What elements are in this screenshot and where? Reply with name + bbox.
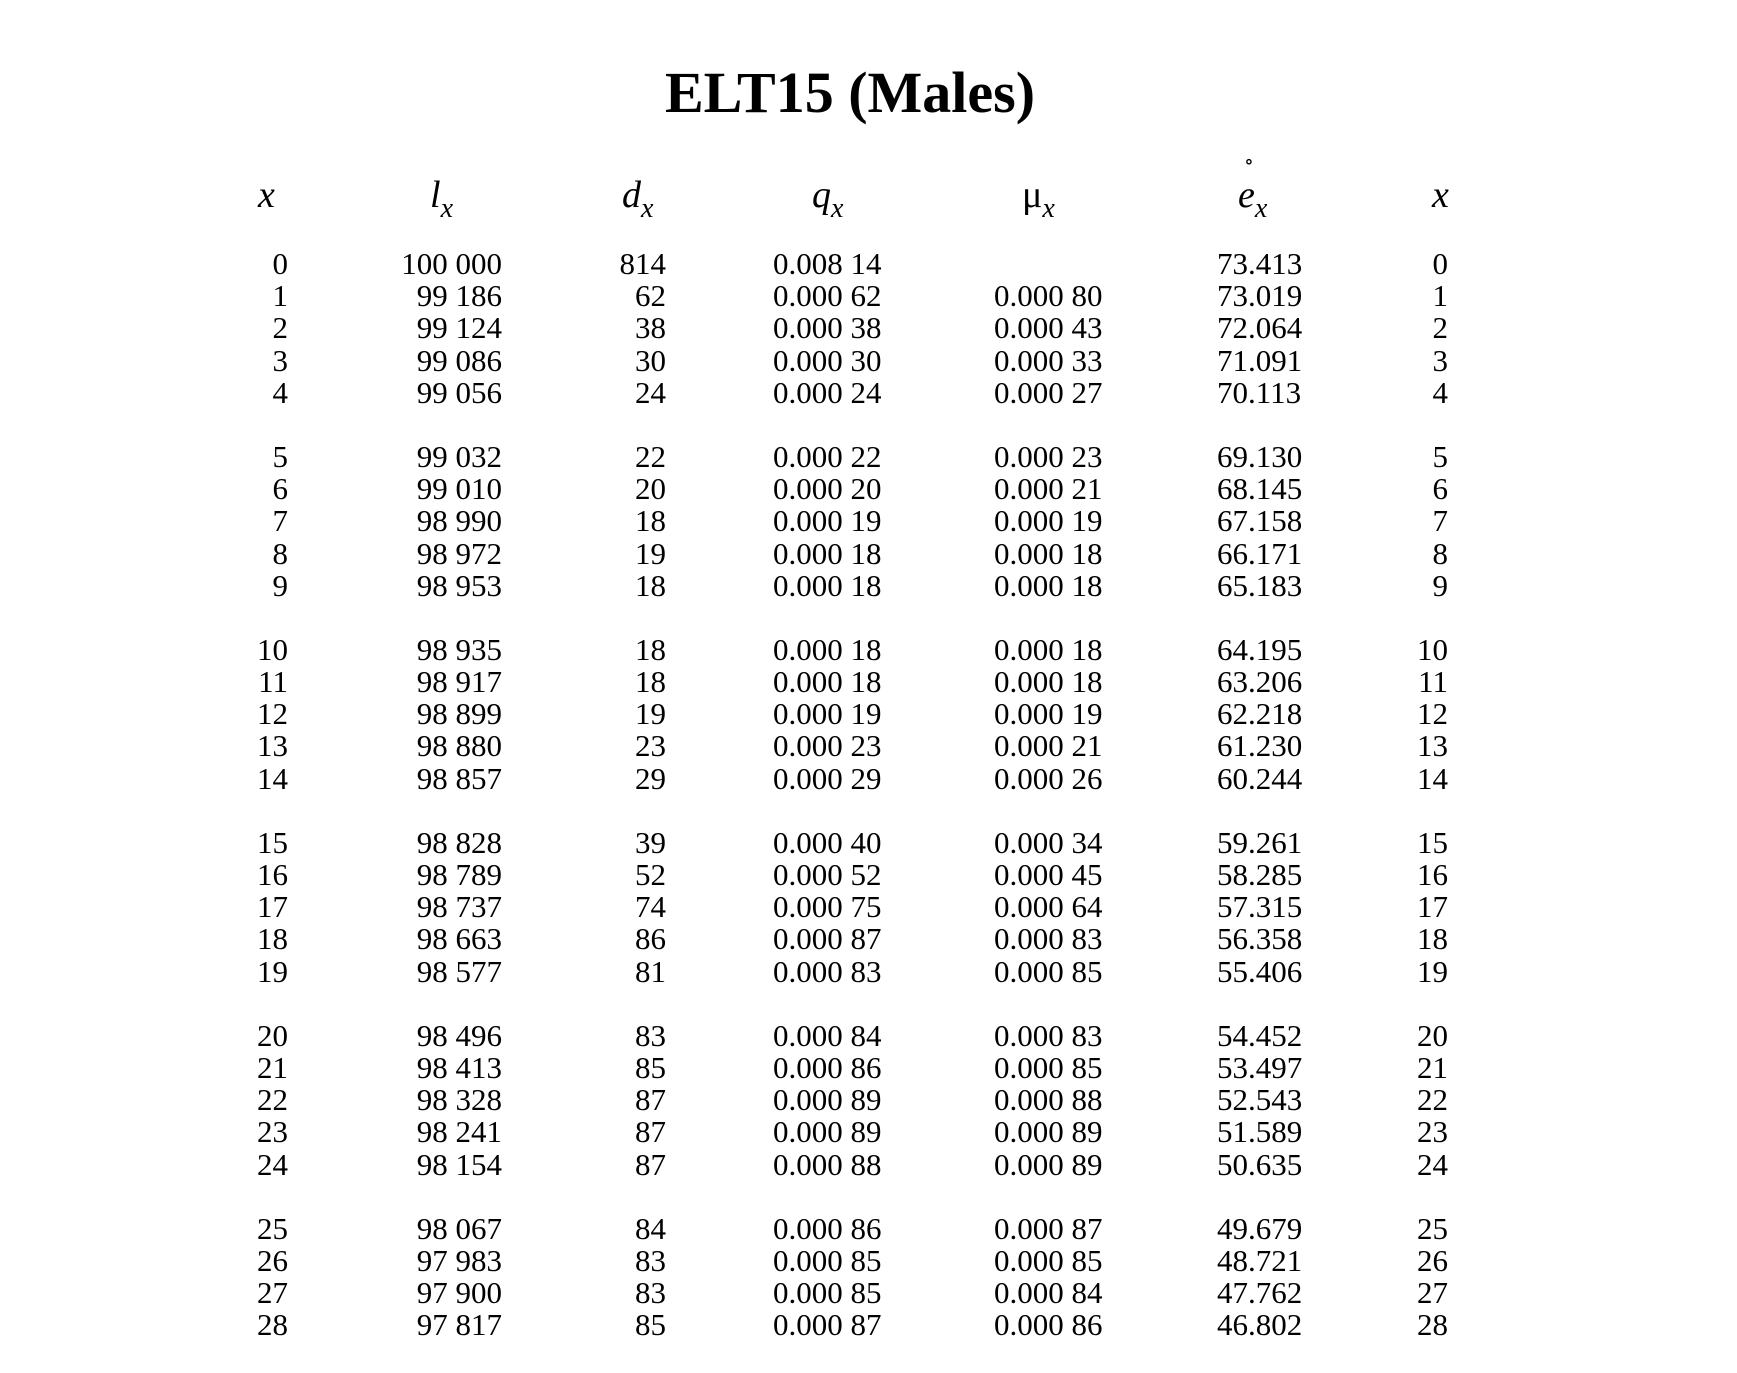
cell-ex: 62.218 [1217, 696, 1303, 732]
cell-qx: 0.000 62 [773, 278, 882, 314]
cell-lx: 99 124 [416, 310, 502, 346]
cell-x-left: 6 [272, 471, 288, 507]
cell-mux: 0.000 43 [994, 310, 1103, 346]
cell-x-left: 12 [257, 696, 288, 732]
cell-mux: 0.000 19 [994, 503, 1103, 539]
cell-ex: 55.406 [1217, 953, 1303, 989]
cell-mux: 0.000 80 [994, 278, 1103, 314]
cell-x-left: 9 [272, 567, 288, 603]
row-group [0, 1017, 1737, 1182]
cell-x-right: 20 [1417, 1017, 1448, 1053]
cell-lx: 98 789 [416, 857, 502, 892]
cell-ex: 65.183 [1217, 567, 1303, 603]
table-row [0, 312, 1737, 344]
cell-dx: 81 [635, 953, 666, 989]
cell-mux: 0.000 21 [994, 728, 1103, 764]
cell-dx: 19 [635, 535, 666, 571]
cell-x-left: 13 [257, 728, 288, 764]
cell-mux: 0.000 89 [994, 1146, 1103, 1182]
cell-qx: 0.000 18 [773, 664, 882, 700]
cell-x-left: 16 [257, 857, 288, 892]
cell-qx: 0.000 18 [773, 535, 882, 571]
table-row [0, 374, 1737, 410]
ring-accent-icon: ∘ [1244, 151, 1254, 173]
cell-mux: 0.000 89 [994, 1114, 1103, 1150]
cell-x-right: 2 [1432, 310, 1448, 346]
table-header [0, 151, 1737, 230]
cell-x-right: 16 [1417, 857, 1448, 892]
table-row [0, 824, 1737, 860]
cell-x-left: 2 [272, 310, 288, 346]
cell-x-right: 0 [1432, 246, 1448, 281]
cell-lx: 99 056 [416, 374, 502, 410]
cell-x-left: 26 [257, 1242, 288, 1278]
cell-x-left: 18 [257, 921, 288, 957]
cell-ex: 67.158 [1217, 503, 1303, 539]
cell-x-left: 15 [257, 824, 288, 860]
cell-ex: 66.171 [1217, 535, 1303, 571]
cell-dx: 23 [635, 728, 666, 764]
cell-lx: 98 067 [416, 1210, 502, 1246]
cell-qx: 0.000 38 [773, 310, 882, 346]
cell-dx: 18 [635, 503, 666, 539]
table-row [0, 342, 1737, 378]
table-row [0, 1084, 1737, 1116]
cell-mux: 0.000 34 [994, 824, 1103, 860]
cell-mux: 0.000 18 [994, 631, 1103, 667]
cell-lx: 98 953 [416, 567, 502, 603]
cell-qx: 0.000 87 [773, 921, 882, 957]
cell-x-right: 12 [1417, 696, 1448, 732]
cell-mux: 0.000 27 [994, 374, 1103, 410]
cell-dx: 52 [635, 857, 666, 892]
cell-x-right: 22 [1417, 1082, 1448, 1118]
table-row [0, 698, 1737, 730]
cell-qx: 0.000 75 [773, 889, 882, 925]
header-dx: $d_x$ [622, 174, 654, 224]
cell-ex: 57.315 [1217, 889, 1303, 925]
cell-lx: 98 972 [416, 535, 502, 571]
cell-qx: 0.000 86 [773, 1210, 882, 1246]
cell-lx: 99 032 [416, 438, 502, 474]
cell-x-left: 14 [257, 760, 288, 796]
cell-mux: 0.000 64 [994, 889, 1103, 925]
cell-mux: 0.000 83 [994, 921, 1103, 957]
cell-lx: 100 000 [401, 246, 502, 281]
table-row [0, 1309, 1737, 1341]
cell-lx: 98 663 [416, 921, 502, 957]
cell-x-right: 8 [1432, 535, 1448, 571]
cell-ex: 70.113 [1217, 374, 1302, 410]
cell-mux: 0.000 87 [994, 1210, 1103, 1246]
table-row [0, 505, 1737, 537]
cell-qx: 0.000 85 [773, 1242, 882, 1278]
cell-x-right: 15 [1417, 824, 1448, 860]
cell-dx: 814 [619, 246, 666, 281]
cell-ex: 64.195 [1217, 631, 1303, 667]
cell-lx: 98 328 [416, 1082, 502, 1118]
cell-x-right: 3 [1432, 342, 1448, 378]
cell-dx: 19 [635, 696, 666, 732]
cell-dx: 30 [635, 342, 666, 378]
page-title: ELT15 (Males) [664, 60, 1036, 125]
cell-x-left: 28 [257, 1307, 288, 1343]
cell-mux: 0.000 85 [994, 1242, 1103, 1278]
cell-x-left: 17 [257, 889, 288, 925]
header-mux: $\mu_x$ [1022, 174, 1055, 224]
cell-dx: 85 [635, 1307, 666, 1343]
cell-ex: 72.064 [1217, 310, 1303, 346]
cell-qx: 0.000 18 [773, 631, 882, 667]
cell-qx: 0.000 20 [773, 471, 882, 507]
cell-x-left: 21 [257, 1049, 288, 1085]
cell-lx: 99 010 [416, 471, 502, 507]
table-row [0, 438, 1737, 474]
cell-x-right: 13 [1417, 728, 1448, 764]
cell-x-left: 20 [257, 1017, 288, 1053]
table-row [0, 535, 1737, 571]
cell-dx: 87 [635, 1082, 666, 1118]
cell-x-right: 18 [1417, 921, 1448, 957]
table-row [0, 280, 1737, 312]
cell-x-right: 17 [1417, 889, 1448, 925]
cell-x-left: 7 [272, 503, 288, 539]
cell-lx: 98 154 [416, 1146, 502, 1182]
cell-lx: 98 413 [416, 1049, 502, 1085]
table-row [0, 891, 1737, 923]
cell-x-left: 19 [257, 953, 288, 989]
table-row [0, 1277, 1737, 1309]
cell-x-left: 11 [258, 664, 288, 700]
cell-ex: 58.285 [1217, 857, 1303, 892]
cell-x-right: 19 [1417, 953, 1448, 989]
cell-mux: 0.000 18 [994, 664, 1103, 700]
cell-dx: 18 [635, 631, 666, 667]
cell-x-left: 1 [272, 278, 288, 314]
cell-qx: 0.000 22 [773, 438, 882, 474]
row-group [0, 824, 1737, 989]
cell-mux: 0.000 86 [994, 1307, 1103, 1343]
cell-x-left: 8 [272, 535, 288, 571]
cell-qx: 0.000 29 [773, 760, 882, 796]
cell-x-right: 7 [1432, 503, 1448, 539]
cell-x-left: 4 [272, 374, 288, 410]
cell-ex: 71.091 [1217, 342, 1303, 378]
cell-mux: 0.000 85 [994, 953, 1103, 989]
cell-lx: 98 577 [416, 953, 502, 989]
row-group [0, 631, 1737, 796]
cell-x-right: 9 [1432, 567, 1448, 603]
cell-dx: 62 [635, 278, 666, 314]
cell-ex: 47.762 [1217, 1275, 1303, 1311]
table-row [0, 1146, 1737, 1182]
cell-qx: 0.000 23 [773, 728, 882, 764]
table-row [0, 1210, 1737, 1246]
cell-ex: 68.145 [1217, 471, 1303, 507]
cell-mux: 0.000 26 [994, 760, 1103, 796]
header-qx: $q_x$ [812, 174, 844, 224]
cell-dx: 24 [635, 374, 666, 410]
cell-lx: 97 983 [416, 1242, 502, 1278]
cell-ex: 73.413 [1217, 246, 1303, 281]
cell-qx: 0.000 88 [773, 1146, 882, 1182]
cell-ex: 51.589 [1217, 1114, 1303, 1150]
cell-x-right: 4 [1432, 374, 1448, 410]
cell-ex: 61.230 [1217, 728, 1303, 764]
cell-x-right: 28 [1417, 1307, 1448, 1343]
cell-ex: 69.130 [1217, 438, 1303, 474]
cell-x-left: 3 [272, 342, 288, 378]
cell-dx: 83 [635, 1275, 666, 1311]
cell-x-right: 1 [1432, 278, 1448, 314]
header-x-right: x [1432, 174, 1449, 216]
cell-qx: 0.000 89 [773, 1114, 882, 1150]
cell-qx: 0.000 40 [773, 824, 882, 860]
cell-x-left: 22 [257, 1082, 288, 1118]
cell-qx: 0.000 83 [773, 953, 882, 989]
table-row [0, 1116, 1737, 1148]
cell-x-left: 23 [257, 1114, 288, 1150]
cell-qx: 0.000 85 [773, 1275, 882, 1311]
header-x-left: x [258, 174, 275, 216]
header-lx: $l_x$ [430, 174, 453, 224]
cell-x-left: 27 [257, 1275, 288, 1311]
cell-x-left: 24 [257, 1146, 288, 1182]
cell-mux: 0.000 84 [994, 1275, 1103, 1311]
cell-mux: 0.000 83 [994, 1017, 1103, 1053]
cell-lx: 98 828 [416, 824, 502, 860]
cell-dx: 84 [635, 1210, 666, 1246]
cell-x-right: 14 [1417, 760, 1448, 796]
cell-lx: 98 917 [416, 664, 502, 700]
cell-lx: 97 900 [416, 1275, 502, 1311]
cell-x-right: 21 [1417, 1049, 1448, 1085]
header-ex: ∘ $e_x$ [1238, 151, 1268, 224]
cell-x-right: 6 [1432, 471, 1448, 507]
cell-dx: 18 [635, 664, 666, 700]
cell-dx: 83 [635, 1017, 666, 1053]
cell-mux: 0.000 18 [994, 535, 1103, 571]
table-row [0, 248, 1737, 280]
cell-ex: 49.679 [1217, 1210, 1303, 1246]
cell-mux: 0.000 88 [994, 1082, 1103, 1118]
cell-dx: 87 [635, 1114, 666, 1150]
cell-lx: 98 857 [416, 760, 502, 796]
cell-x-left: 5 [272, 438, 288, 474]
cell-qx: 0.000 84 [773, 1017, 882, 1053]
cell-mux: 0.000 33 [994, 342, 1103, 378]
cell-x-right: 5 [1432, 438, 1448, 474]
cell-qx: 0.000 86 [773, 1049, 882, 1085]
table-row [0, 567, 1737, 603]
cell-mux: 0.000 23 [994, 438, 1103, 474]
cell-qx: 0.008 14 [773, 246, 882, 281]
cell-dx: 22 [635, 438, 666, 474]
cell-ex: 63.206 [1217, 664, 1303, 700]
cell-ex: 46.802 [1217, 1307, 1303, 1343]
cell-ex: 54.452 [1217, 1017, 1303, 1053]
cell-dx: 38 [635, 310, 666, 346]
table-row [0, 1049, 1737, 1085]
cell-dx: 86 [635, 921, 666, 957]
cell-mux: 0.000 85 [994, 1049, 1103, 1085]
cell-x-right: 10 [1417, 631, 1448, 667]
cell-qx: 0.000 18 [773, 567, 882, 603]
table-row [0, 730, 1737, 762]
table-row [0, 1017, 1737, 1053]
cell-lx: 99 086 [416, 342, 502, 378]
cell-qx: 0.000 19 [773, 503, 882, 539]
cell-ex: 59.261 [1217, 824, 1303, 860]
table-row [0, 473, 1737, 505]
cell-mux: 0.000 21 [994, 471, 1103, 507]
cell-lx: 98 935 [416, 631, 502, 667]
cell-qx: 0.000 87 [773, 1307, 882, 1343]
cell-x-right: 25 [1417, 1210, 1448, 1246]
cell-qx: 0.000 89 [773, 1082, 882, 1118]
cell-x-right: 27 [1417, 1275, 1448, 1311]
cell-x-right: 26 [1417, 1242, 1448, 1278]
cell-ex: 52.543 [1217, 1082, 1303, 1118]
cell-ex: 60.244 [1217, 760, 1303, 796]
cell-lx: 98 737 [416, 889, 502, 925]
cell-dx: 18 [635, 567, 666, 603]
row-group [0, 438, 1737, 603]
table-row [0, 760, 1737, 796]
cell-lx: 97 817 [416, 1307, 502, 1343]
table-row [0, 953, 1737, 989]
cell-x-left: 25 [257, 1210, 288, 1246]
cell-dx: 87 [635, 1146, 666, 1182]
cell-lx: 98 241 [416, 1114, 502, 1150]
table-row [0, 923, 1737, 955]
row-group [0, 1210, 1737, 1343]
cell-x-left: 0 [272, 246, 288, 281]
row-group [0, 248, 1737, 409]
cell-x-right: 24 [1417, 1146, 1448, 1182]
cell-ex: 48.721 [1217, 1242, 1303, 1278]
cell-mux: 0.000 45 [994, 857, 1103, 892]
cell-dx: 83 [635, 1242, 666, 1278]
cell-lx: 98 990 [416, 503, 502, 539]
cell-lx: 98 496 [416, 1017, 502, 1053]
cell-x-left: 10 [257, 631, 288, 667]
cell-dx: 74 [635, 889, 666, 925]
life-table-body [0, 248, 1737, 1373]
table-row [0, 859, 1737, 891]
cell-lx: 98 880 [416, 728, 502, 764]
cell-qx: 0.000 30 [773, 342, 882, 378]
cell-qx: 0.000 19 [773, 696, 882, 732]
cell-ex: 53.497 [1217, 1049, 1303, 1085]
cell-dx: 29 [635, 760, 666, 796]
cell-ex: 56.358 [1217, 921, 1303, 957]
cell-x-right: 23 [1417, 1114, 1448, 1150]
cell-dx: 85 [635, 1049, 666, 1085]
table-row [0, 1242, 1737, 1278]
cell-mux: 0.000 19 [994, 696, 1103, 732]
cell-ex: 73.019 [1217, 278, 1303, 314]
cell-qx: 0.000 52 [773, 857, 882, 892]
cell-lx: 98 899 [416, 696, 502, 732]
table-row [0, 666, 1737, 698]
table-row [0, 631, 1737, 667]
cell-x-right: 11 [1418, 664, 1448, 700]
cell-ex: 50.635 [1217, 1146, 1303, 1182]
cell-qx: 0.000 24 [773, 374, 882, 410]
cell-dx: 39 [635, 824, 666, 860]
cell-lx: 99 186 [416, 278, 502, 314]
cell-dx: 20 [635, 471, 666, 507]
cell-mux: 0.000 18 [994, 567, 1103, 603]
